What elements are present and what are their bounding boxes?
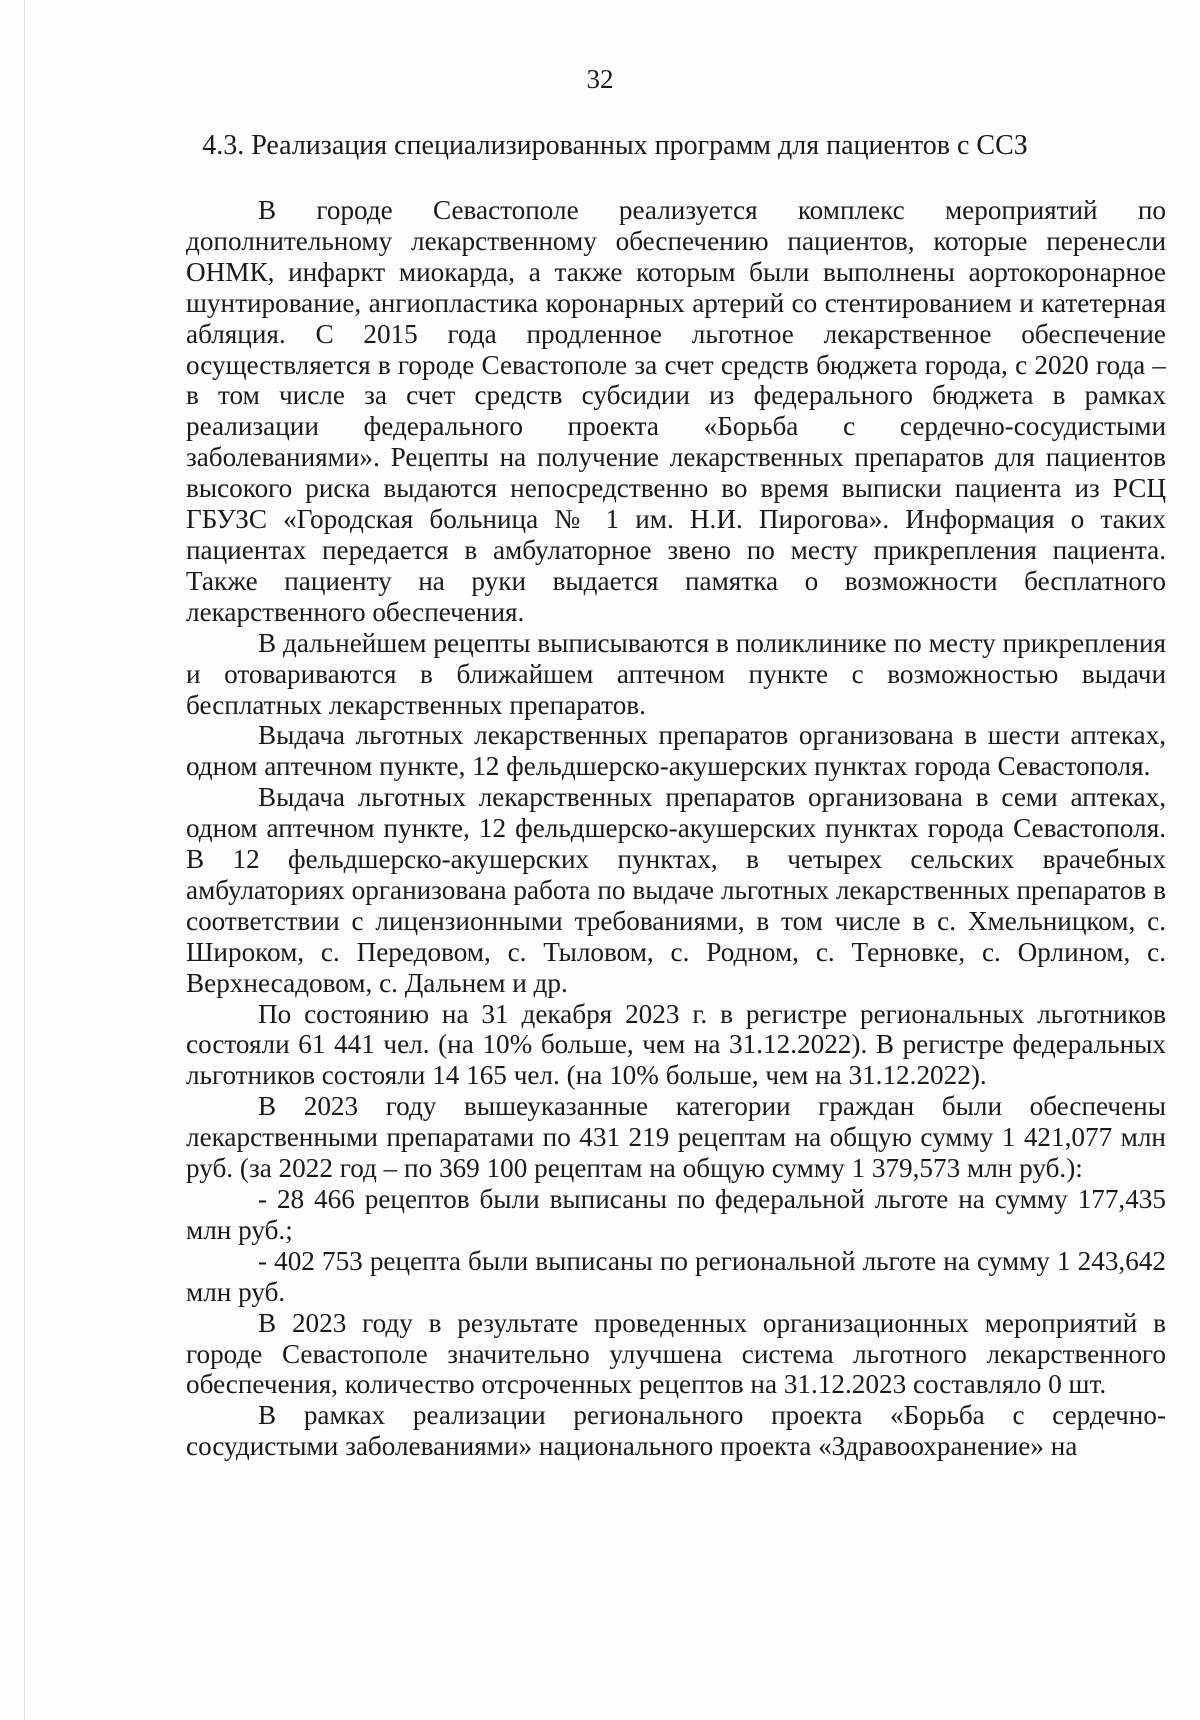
list-item: - 402 753 рецепта были выписаны по региональной льготе на сумму 1 243,642 млн руб. bbox=[186, 1245, 1166, 1307]
paragraph: В городе Севастополе реализуется комплекс мероприятий по дополнительному лекарственному обеспечению пациентов, которые перенесли ОНМК, инфаркт миокарда, а также которым были выполнены аортокоронарное шунтирование, ангиопластика коронарных артерий со стентированием и катетерная абляция. С 2015 года продленное льготное лекарственное обеспечение осуществляется в городе Севастополе за счет средств бюджета города, с 2020 года – в том числе за счет средств субсидии из федерального бюджета в рамках реализации федерального проекта «Борьба с сердечно-сосудистыми заболеваниями». Рецепты на получение лекарственных препаратов для пациентов высокого риска выдаются непосредственно во время выписки пациента из РСЦ ГБУЗС «Городская больница № 1 им. Н.И. Пирогова». Информация о таких пациентах передается в амбулаторное звено по месту прикрепления пациента. Также пациенту на руки выдается памятка о возможности бесплатного лекарственного обеспечения. bbox=[186, 195, 1166, 627]
paragraph: В дальнейшем рецепты выписываются в поликлинике по месту прикрепления и отовариваются в ближайшем аптечном пункте с возможностью выдачи бесплатных лекарственных препаратов. bbox=[186, 627, 1166, 720]
paragraph: Выдача льготных лекарственных препаратов организована в семи аптеках, одном аптечном пункте, 12 фельдшерско-акушерских пунктах города Севастополя. В 12 фельдшерско-акушерских пунктах, в четырех сельских врачебных амбулаториях организована работа по выдаче льготных лекарственных препаратов в соответствии с лицензионными требованиями, в том числе в с. Хмельницком, с. Широком, с. Передовом, с. Тыловом, с. Родном, с. Терновке, с. Орлином, с. Верхнесадовом, с. Дальнем и др. bbox=[186, 782, 1166, 998]
paragraph: В рамках реализации регионального проекта «Борьба с сердечно-сосудистыми заболеваниями» национального проекта «Здравоохранение» на bbox=[186, 1400, 1166, 1462]
body-text bbox=[186, 195, 1166, 1462]
page-number: 32 bbox=[586, 64, 614, 94]
scan-edge-line bbox=[24, 0, 25, 1720]
paragraph: В 2023 году в результате проведенных организационных мероприятий в городе Севастополе значительно улучшена система льготного лекарственного обеспечения, количество отсроченных рецептов на 31.12.2023 составляло 0 шт. bbox=[186, 1307, 1166, 1400]
paragraph: В 2023 году вышеуказанные категории граждан были обеспечены лекарственными препаратами по 431 219 рецептам на общую сумму 1 421,077 млн руб. (за 2022 год – по 369 100 рецептам на общую сумму 1 379,573 млн руб.): bbox=[186, 1091, 1166, 1184]
paragraph: По состоянию на 31 декабря 2023 г. в регистре региональных льготников состояли 61 441 чел. (на 10% больше, чем на 31.12.2022). В регистре федеральных льготников состояли 14 165 чел. (на 10% больше, чем на 31.12.2022). bbox=[186, 998, 1166, 1091]
paragraph: Выдача льготных лекарственных препаратов организована в шести аптеках, одном аптечном пункте, 12 фельдшерско-акушерских пунктах города Севастополя. bbox=[186, 720, 1166, 782]
section-heading: 4.3. Реализация специализированных программ для пациентов с ССЗ bbox=[202, 130, 1028, 161]
list-item: - 28 466 рецептов были выписаны по федеральной льготе на сумму 177,435 млн руб.; bbox=[186, 1184, 1166, 1245]
